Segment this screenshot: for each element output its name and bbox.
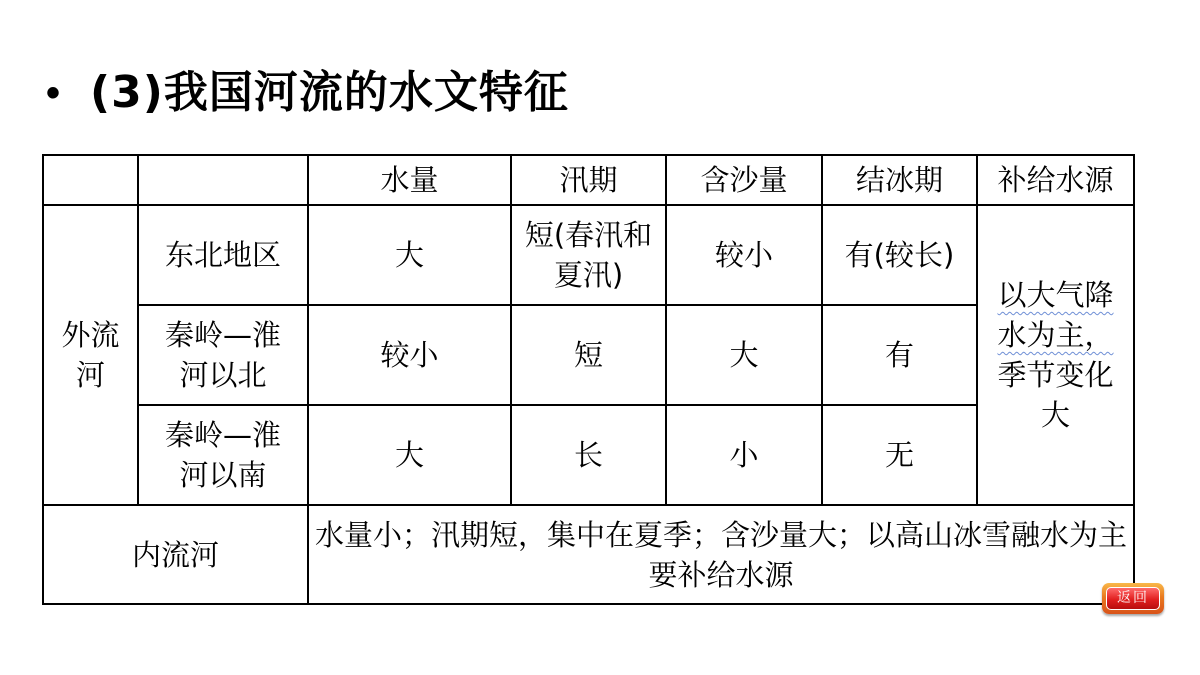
flood-season-cell: 短 <box>511 305 666 405</box>
water-volume-cell: 大 <box>308 205 511 305</box>
supply-source-text-2: 水为主， <box>997 318 1114 352</box>
freezing-cell: 有 <box>822 305 977 405</box>
header-cell-flood-season: 汛期 <box>511 155 666 205</box>
region-cell: 东北地区 <box>138 205 308 305</box>
supply-source-cell <box>977 205 1134 505</box>
return-button-label: 返回 <box>1106 587 1160 610</box>
table-header-row <box>43 155 1134 205</box>
flood-season-cell: 长 <box>511 405 666 505</box>
header-cell-empty-2 <box>138 155 308 205</box>
region-cell: 秦岭—淮河以北 <box>138 305 308 405</box>
slide-title-row <box>46 58 569 128</box>
inland-river-description: 水量小；汛期短，集中在夏季；含沙量大；以高山冰雪融水为主要补给水源 <box>308 505 1134 604</box>
freezing-cell: 有(较长) <box>822 205 977 305</box>
hydrology-table <box>42 154 1135 605</box>
outflow-river-label: 外流河 <box>43 205 138 505</box>
inland-river-label: 内流河 <box>43 505 308 604</box>
flood-season-cell: 短(春汛和夏汛) <box>511 205 666 305</box>
supply-source-text-1: 以大气降 <box>997 278 1114 312</box>
freezing-cell: 无 <box>822 405 977 505</box>
water-volume-cell: 大 <box>308 405 511 505</box>
header-cell-empty-1 <box>43 155 138 205</box>
table-row <box>43 305 1134 405</box>
table-row <box>43 205 1134 305</box>
return-button[interactable] <box>1102 583 1164 614</box>
table-row <box>43 405 1134 505</box>
sediment-cell: 较小 <box>666 205 822 305</box>
header-cell-supply-source: 补给水源 <box>977 155 1134 205</box>
bullet-point: • <box>46 71 61 115</box>
table-row-inland <box>43 505 1134 604</box>
header-cell-water-volume: 水量 <box>308 155 511 205</box>
sediment-cell: 大 <box>666 305 822 405</box>
sediment-cell: 小 <box>666 405 822 505</box>
water-volume-cell: 较小 <box>308 305 511 405</box>
supply-source-text-3: 季节变化大 <box>997 358 1114 432</box>
slide-title: (3)我国河流的水文特征 <box>90 67 569 118</box>
region-cell: 秦岭—淮河以南 <box>138 405 308 505</box>
header-cell-freezing: 结冰期 <box>822 155 977 205</box>
header-cell-sediment: 含沙量 <box>666 155 822 205</box>
